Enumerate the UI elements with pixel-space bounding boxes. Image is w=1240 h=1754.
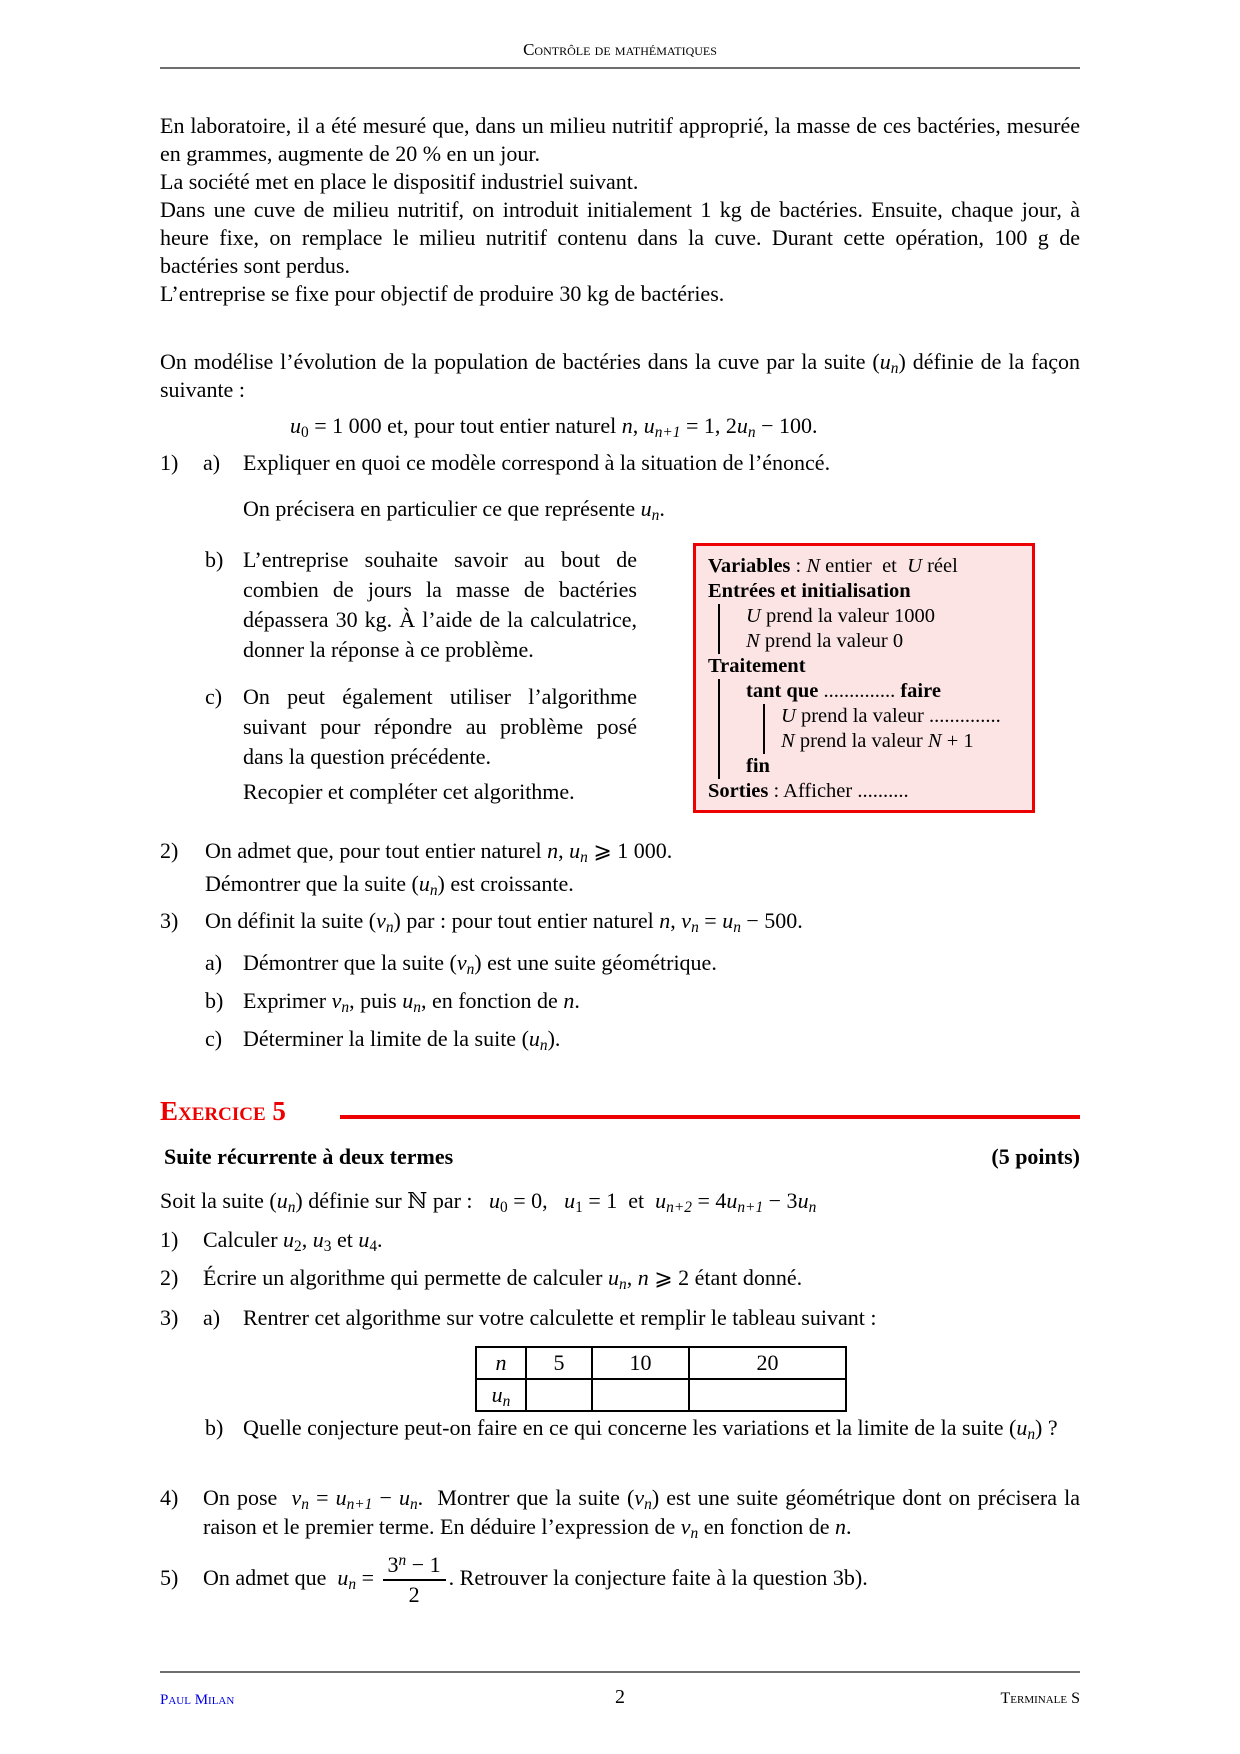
footer-level: Terminale S — [1000, 1690, 1080, 1707]
question-text: Déterminer la limite de la suite $(u_n)$. — [243, 1026, 561, 1054]
question-number: 2) — [160, 1265, 179, 1290]
question-letter: a) — [203, 1305, 221, 1330]
header-rule — [160, 67, 1080, 69]
question-number: 5) — [160, 1565, 179, 1591]
question-3a — [160, 1305, 1080, 1331]
question-text: L’entreprise souhaite savoir au bout de combien de jours la masse de bactéries dépassera 30 kg. À l’aide de la calculatrice, donner la réponse à ce problème. — [243, 547, 637, 662]
question-text: Quelle conjecture peut-on faire en ce qui concerne les variations et la limite de la suite $(u_n)$ ? — [243, 1415, 1058, 1443]
question-number: 1) — [160, 450, 179, 475]
table-row — [476, 1347, 846, 1379]
question-text: Rentrer cet algorithme sur votre calculette et remplir le tableau suivant : — [243, 1305, 877, 1330]
algo-loop-line-1: U prend la valeur .............. — [781, 705, 1001, 727]
footer-page-number: 2 — [615, 1686, 625, 1708]
question-number: 1) — [160, 1227, 179, 1252]
exercise-subtitle: Suite récurrente à deux termes — [164, 1144, 454, 1169]
question-2 — [160, 1265, 1080, 1291]
table-cell-n-header: n — [476, 1347, 526, 1379]
algo-sorties-line: Sorties : Afficher .......... — [708, 780, 909, 802]
question-1c — [205, 682, 637, 772]
question-1b — [205, 545, 637, 665]
question-tail: . Retrouver la conjecture faite à la question 3b). — [448, 1565, 868, 1591]
intro-paragraph-4: L’entreprise se fixe pour objectif de produire 30 kg de bactéries. — [160, 281, 725, 306]
question-text: On peut également utiliser l’algorithme suivant pour répondre au problème posé dans la question précédente. — [243, 684, 637, 769]
question-1a-note: On précisera en particulier ce que représente $u_n$. — [243, 496, 665, 524]
intro-paragraph-3: Dans une cuve de milieu nutritif, on introduit initialement 1 kg de bactéries. Ensuite, chaque jour, à heure fixe, on remplace le milieu nutritif contenu dans la cuve. Durant cette opération, 100 g de bactéries sont perdus. — [160, 197, 1080, 278]
table-cell-empty — [526, 1379, 592, 1411]
question-text: Exprimer $v_n$, puis $u_n$, en fonction de n. — [243, 988, 580, 1016]
fraction — [383, 1552, 446, 1608]
question-letter: a) — [205, 950, 223, 975]
question-text: On pose $v_n = u_{n+1} - u_n$. Montrer que la suite $(v_n)$ est une suite géométrique dont on précisera la raison et le premier terme. En déduire l’expression de $v_n$ en fonction de n. — [203, 1485, 1080, 1542]
question-letter: b) — [205, 547, 224, 572]
exercise-heading-rule — [340, 1115, 1080, 1119]
question-text: Calculer $u_2$, $u_3$ et $u_4$. — [203, 1227, 383, 1255]
intro-paragraph-1: En laboratoire, il a été mesuré que, dans un milieu nutritif approprié, la masse de ces bactéries, mesurée en grammes, augmente de 20 % en un jour. — [160, 113, 1080, 166]
question-number: 3) — [160, 1305, 179, 1330]
algo-loop-body — [763, 704, 1020, 754]
question-2-line2: Démontrer que la suite $(u_n)$ est croissante. — [205, 871, 574, 899]
question-number: 4) — [160, 1485, 179, 1510]
question-3b — [205, 1413, 1080, 1443]
question-text: Expliquer en quoi ce modèle correspond à la situation de l’énoncé. — [243, 450, 831, 475]
values-table — [475, 1346, 847, 1412]
table-cell-10: 10 — [592, 1347, 689, 1379]
table-cell-empty — [592, 1379, 689, 1411]
question-4 — [160, 1483, 1080, 1541]
algo-traitement-header: Traitement — [708, 655, 806, 677]
model-paragraph: On modélise l’évolution de la population de bactéries dans la cuve par la suite $(u_n)$ définie de la façon suivante : — [160, 349, 1080, 402]
question-3a — [205, 950, 1080, 976]
table-cell-5: 5 — [526, 1347, 592, 1379]
algo-init-line-1: U prend la valeur 1000 — [746, 605, 936, 627]
question-letter: c) — [205, 1026, 223, 1051]
footer — [160, 1686, 1080, 1716]
question-letter: b) — [205, 988, 224, 1013]
question-number: 3) — [160, 908, 179, 933]
algorithm-box — [693, 543, 1035, 813]
question-1 — [160, 1227, 1080, 1253]
recopier-note: Recopier et compléter cet algorithme. — [243, 779, 575, 804]
footer-author: Paul Milan — [160, 1692, 235, 1708]
table-row — [476, 1379, 846, 1411]
footer-rule — [160, 1671, 1080, 1673]
algo-while-line: tant que .............. faire — [746, 680, 941, 702]
algo-entrees-header: Entrées et initialisation — [708, 580, 911, 602]
algo-loop-block — [718, 679, 1020, 779]
question-letter: a) — [203, 450, 221, 475]
algo-end-line: fin — [746, 755, 770, 777]
table-cell-un-header: $u_n$ — [476, 1379, 526, 1411]
exercise-heading: Exercice 5 — [160, 1096, 286, 1126]
algo-variables-line: Variables : N entier et U réel — [708, 555, 958, 577]
question-3 — [160, 908, 1080, 934]
page-header-title: Contrôle de mathématiques — [523, 40, 717, 59]
question-lead: On admet que $u_n$ = — [203, 1565, 380, 1593]
question-text: Écrire un algorithme qui permette de calculer $u_n$, n ⩾ 2 étant donné. — [203, 1265, 803, 1293]
question-text: Démontrer que la suite $(v_n)$ est une suite géométrique. — [243, 950, 717, 978]
question-3b — [205, 988, 1080, 1014]
question-letter: b) — [205, 1415, 224, 1440]
question-2 — [160, 838, 1080, 864]
algo-loop-line-2: N prend la valeur N + 1 — [781, 730, 974, 752]
intro-paragraph-2: La société met en place le dispositif industriel suivant. — [160, 169, 639, 194]
algo-init-line-2: N prend la valeur 0 — [746, 630, 904, 652]
recurrence-equation: $u_0 = 1$ 000 et, pour tout entier naturel n, $u_{n+1} = 1$, $2u_n - 100$. — [290, 413, 818, 441]
question-1a — [160, 450, 1080, 476]
fraction-numerator: $3^n - 1$ — [383, 1552, 446, 1581]
question-text: On définit la suite $(v_n)$ par : pour tout entier naturel n, $v_n = u_n - 500$. — [205, 908, 803, 936]
question-letter: c) — [205, 684, 223, 709]
algo-init-block — [718, 604, 1020, 654]
question-text: On admet que, pour tout entier naturel n, $u_n$ ⩾ 1 000. — [205, 838, 673, 866]
exercise-subtitle-row — [164, 1144, 1080, 1170]
question-number: 2) — [160, 838, 179, 863]
sequence-definition: Soit la suite $(u_n)$ définie sur ℕ par : $u_0 = 0$, $u_1 = 1$ et $u_{n+2} = 4u_{n+1} - 3u_n$ — [160, 1188, 817, 1216]
question-3c — [205, 1026, 1080, 1052]
fraction-denominator: 2 — [408, 1582, 420, 1607]
table-cell-empty — [689, 1379, 846, 1411]
table-cell-20: 20 — [689, 1347, 846, 1379]
exercise-points: (5 points) — [991, 1144, 1080, 1169]
question-5 — [160, 1552, 1120, 1608]
